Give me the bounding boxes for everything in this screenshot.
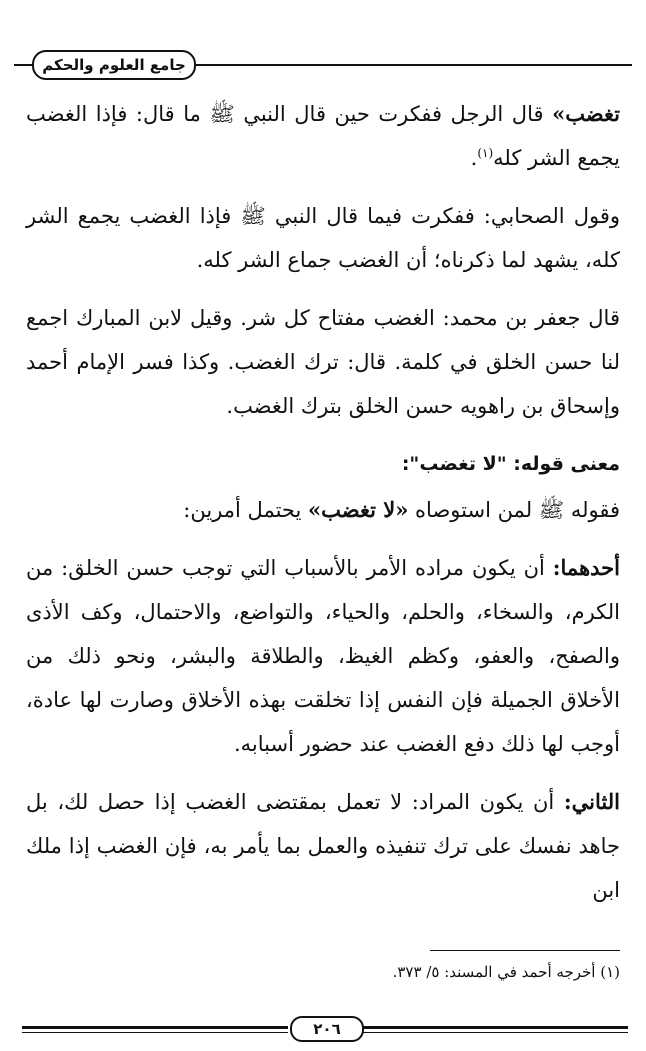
paragraph-1-lead: تغضب» <box>552 101 620 126</box>
header-rule <box>194 64 632 66</box>
paragraph-4 <box>26 488 620 532</box>
paragraph-6-text: أن يكون المراد: لا تعمل بمقتضى الغضب إذا حصل لك، بل جاهد نفسك على ترك تنفيذه والعمل بما يأمر به، فإن الغضب إذا ملك ابن <box>26 790 620 902</box>
paragraph-5-text: أن يكون مراده الأمر بالأسباب التي توجب حسن الخلق: من الكرم، والسخاء، والحلم، والحياء، والتواضع، والاحتمال، وكف الأذى والصفح، والعفو، وكظم الغيظ، والطلاقة والبشر، ونحو ذلك من الأخلاق الجميلة فإن النفس إذا تخلقت بهذه الأخلاق وصارت لها عادة، أوجب لها ذلك دفع الغضب عند حضور أسبابه. <box>26 556 620 756</box>
paragraph-6 <box>26 780 620 912</box>
paragraph-4-before: فقوله ﷺ لمن استوصاه <box>408 498 620 522</box>
footer-rule-left-thin <box>22 1032 288 1033</box>
footer-rule-right <box>362 1026 628 1029</box>
paragraph-4-after: يحتمل أمرين: <box>183 498 309 522</box>
section-heading: معنى قوله: "لا تغضب": <box>401 453 620 475</box>
paragraph-5-lead: أحدهما: <box>552 555 620 580</box>
page-number: ٢٠٦ <box>290 1016 364 1042</box>
paragraph-4-bold: «لا تغضب» <box>308 497 409 522</box>
footnote: (١) أخرجه أحمد في المسند: ٥/ ٣٧٣. <box>392 963 620 981</box>
paragraph-3: قال جعفر بن محمد: الغضب مفتاح كل شر. وقيل لابن المبارك اجمع لنا حسن الخلق في كلمة. قال: ترك الغضب. وكذا فسر الإمام أحمد وإسحاق بن راهويه حسن الخلق بترك الغضب. <box>26 306 620 418</box>
footer-rule-right-thin <box>362 1032 628 1033</box>
paragraph-6-lead: الثاني: <box>563 789 620 814</box>
header-title: جامع العلوم والحكم <box>32 50 196 80</box>
paragraph-1-end: . <box>470 146 478 170</box>
header-rule-left <box>14 64 32 66</box>
page-footer <box>22 1016 628 1040</box>
paragraph-2: وقول الصحابي: ففكرت فيما قال النبي ﷺ فإذا الغضب يجمع الشر كله، يشهد لما ذكرناه؛ أن الغضب جماع الشر كله. <box>26 204 620 272</box>
paragraph-5 <box>26 546 620 766</box>
running-header <box>14 46 632 76</box>
footnote-rule <box>430 950 620 951</box>
paragraph-1-text: قال الرجل ففكرت حين قال النبي ﷺ ما قال: فإذا الغضب يجمع الشر كله <box>26 102 620 170</box>
paragraph-1 <box>26 92 620 180</box>
footer-rule-left <box>22 1026 288 1029</box>
page-body <box>26 92 620 926</box>
footnote-marker: (١) <box>477 146 494 160</box>
